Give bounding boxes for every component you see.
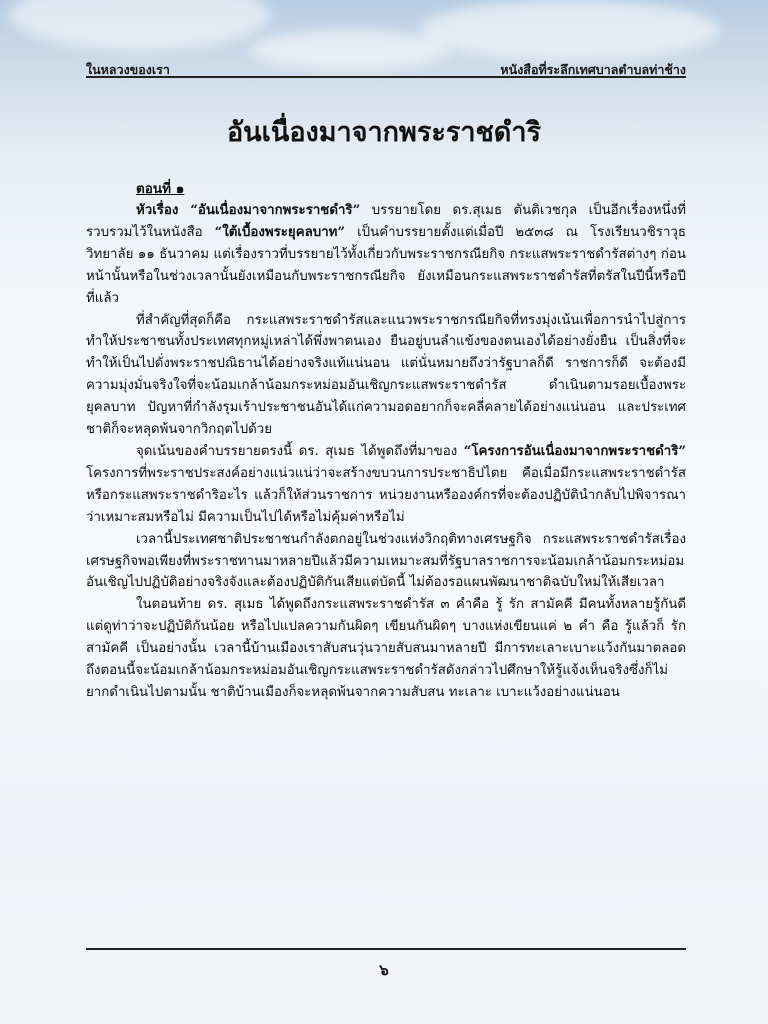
header-right-text: หนังสือที่ระลึกเทศบาลตำบลท่าช้าง — [500, 62, 686, 77]
chapter-heading: ตอนที่ ๑ — [136, 181, 185, 197]
paragraph-1 — [86, 200, 686, 310]
paragraph-text: บรรยายโดย ดร.สุเมธ ตันติเวชกุล เป็นอีกเรื่องหนึ่งที่รวบรวมไว้ในหนังสือ — [86, 203, 686, 240]
article-body — [86, 178, 686, 704]
sky-cloud — [420, 0, 720, 60]
paragraph-text: โครงการที่พระราชประสงค์อย่างแน่วแน่ว่าจะสร้างขบวนการประชาธิปไตย คือเมื่อมีกระแสพระราชดำรัสหรือกระแสพระราชดำริอะไร แล้วก็ให้ส่วนราชการ หน่วยงานหรือองค์กรที่จะต้องปฏิบัตินำกลับไปพิจารณาว่าเหมาะสมหรือไม่ มีความเป็นไปได้หรือไม่คุ้มค่าหรือไม่ — [86, 465, 686, 525]
sky-cloud — [10, 0, 270, 50]
running-header — [86, 58, 686, 78]
paragraph-text: จุดเน้นของคำบรรยายตรงนี้ ดร. สุเมธ ได้พูดถึงที่มาของ — [136, 443, 464, 459]
header-left-text: ในหลวงของเรา — [86, 62, 170, 77]
paragraph-4: เวลานี้ประเทศชาติประชาชนกำลังตกอยู่ในช่วงแห่งวิกฤติทางเศรษฐกิจ กระแสพระราชดำรัสเรื่องเศรษฐกิจพอเพียงที่พระราชทานมาหลายปีแล้วมีความเหมาะสมที่รัฐบาลราชการจะน้อมเกล้าน้อมกระหม่อมอันเชิญไปปฏิบัติอย่างจริงจังและต้องปฏิบัติกันเสียแต่บัดนี้ ไม่ต้องรอแผนพัฒนาชาติฉบับใหม่ให้เสียเวลา — [86, 531, 686, 591]
page-number: ๖ — [379, 961, 389, 979]
book-title-bold: “ใต้เบื้องพระยุคลบาท” — [214, 224, 346, 240]
paragraph-2: ที่สำคัญที่สุดก็คือ กระแสพระราชดำรัสและแนวพระราชกรณียกิจที่ทรงมุ่งเน้นเพื่อการนำไปสู่การทำให้ประชาชนทั้งประเทศทุกหมู่เหล่าได้พึ่งพาตนเอง ยืนอยู่บนลำแข้งของตนเองได้อย่างยั่งยืน เป็นสิ่งที่จะทำให้เป็นไปดั่งพระราชปณิธานได้อย่างจริงแท้แน่นอน แต่นั่นหมายถึงว่ารัฐบาลก็ดี ราชการก็ดี จะต้องมีความมุ่งมั่นจริงใจที่จะน้อมเกล้าน้อมกระหม่อมอันเชิญกระแสพระราชดำรัส ดำเนินตามรอยเบื้องพระยุคลบาท ปัญหาที่กำลังรุมเร้าประชาชนอันได้แก่ความอดอยากก็จะคลี่คลายได้อย่างแน่นอน และประเทศชาติก็จะหลุดพ้นจากวิกฤตไปด้วย — [86, 312, 686, 438]
paragraph-3 — [86, 441, 686, 529]
paragraph-5: ในตอนท้าย ดร. สุเมธ ได้พูดถึงกระแสพระราชดำรัส ๓ คำคือ รู้ รัก สามัคคี มีคนทั้งหลายรู้กันดี แต่ดูท่าว่าจะปฏิบัติกันน้อย หรือไปแปลความกันผิดๆ เขียนกันผิดๆ บางแห่งเขียนแค่ ๒ คำ คือ รู้แล้วก็ รัก สามัคคี เป็นอย่างนั้น เวลานี้บ้านเมืองเราสับสนวุ่นวายสับสนมาหลายปี มีการทะเลาะเบาะแว้งกันมาตลอด ถึงตอนนี้จะน้อมเกล้าน้อมกระหม่อมอันเชิญกระแสพระราชดำรัสดังกล่าวไปศึกษาให้รู้แจ้งเห็นจริงซึ่งก็ไม่ยากดำเนินไปตามนั้น ชาติบ้านเมืองก็จะหลุดพ้นจากความสับสน ทะเลาะ เบาะแว้งอย่างแน่นอน — [86, 597, 686, 700]
paragraph-text: เป็นคำบรรยายตั้งแต่เมื่อปี ๒๕๓๘ ณ โรงเรียนวชิราวุธวิทยาลัย ๑๑ ธันวาคม แต่เรื่องราวที่บรรยายไว้ทั้งเกี่ยวกับพระราชกรณียกิจ กระแสพระราชดำรัสต่างๆ ก่อนหน้านั้นหรือในช่วงเวลานั้นยังเหมือนกับพระราชกรณียกิจ ยังเหมือนกระแสพระราชดำรัสที่ตรัสในปีนี้หรือปีที่แล้ว — [86, 224, 686, 306]
paragraph-lead-bold: หัวเรื่อง “อันเนื่องมาจากพระราชดำริ” — [136, 203, 361, 218]
header-rule — [86, 76, 686, 78]
project-title-bold: “โครงการอันเนื่องมาจากพระราชดำริ” — [463, 443, 686, 459]
page-title: อันเนื่องมาจากพระราชดำริ — [226, 117, 542, 148]
footer-rule — [86, 948, 686, 950]
